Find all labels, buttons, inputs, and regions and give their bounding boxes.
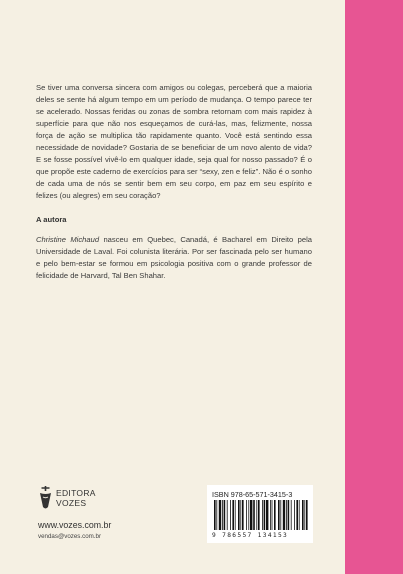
barcode-bar bbox=[291, 500, 292, 530]
barcode-bar bbox=[264, 500, 266, 530]
barcode-bar bbox=[270, 500, 271, 530]
barcode-bar bbox=[296, 500, 298, 530]
barcode-bar bbox=[302, 500, 304, 530]
author-bio: nasceu em Quebec, Canadá, é Bacharel em Direito pela Universidade de Laval. Foi colunista literária. Por ser fascinada pelo ser humano e pelo bem-estar se formou em psicologia positiva com o grande professor de felicidade de Harvard, Tal Ben Shahar. bbox=[36, 235, 313, 280]
barcode-bar bbox=[280, 500, 281, 530]
barcode-bar bbox=[274, 500, 276, 530]
barcode-digits: 9 786557 134153 bbox=[212, 532, 289, 539]
barcode-bar bbox=[253, 500, 255, 530]
back-cover-text bbox=[36, 82, 312, 282]
author-name: Christine Michaud bbox=[36, 235, 100, 244]
isbn-text: ISBN 978-65-571-3415-3 bbox=[212, 490, 293, 499]
barcode-bar bbox=[299, 500, 300, 530]
barcode-bar bbox=[238, 500, 240, 530]
barcode-bar bbox=[235, 500, 236, 530]
barcode-bar bbox=[240, 500, 241, 530]
publisher-name bbox=[56, 488, 96, 508]
barcode-bar bbox=[222, 500, 223, 530]
barcode-bar bbox=[272, 500, 273, 530]
barcode-bars bbox=[212, 500, 308, 532]
barcode-bar bbox=[242, 500, 244, 530]
isbn-barcode bbox=[207, 485, 313, 543]
barcode-bar bbox=[256, 500, 257, 530]
barcode-bar bbox=[216, 500, 217, 530]
barcode-bar bbox=[283, 500, 285, 530]
barcode-bar bbox=[232, 500, 234, 530]
barcode-bar bbox=[214, 500, 216, 530]
publisher-name-line1: EDITORA bbox=[56, 488, 96, 498]
publisher-email[interactable]: vendas@vozes.com.br bbox=[38, 533, 102, 540]
synopsis-paragraph: Se tiver uma conversa sincera com amigos ou colegas, perceberá que a maioria deles se sente há algum tempo em um período de mudança. O tempo parece ter se acelerado. Nossas feridas ou zonas de sombra retornam com mais rapidez à superfície para que não nos esqueçamos de curá-las, mas, felizmente, nossa força de ação se multiplica tão rapidamente quanto. Você está sentindo essa necessidade de novidade? Gostaria de se beneficiar de um novo alento de vida? E se fosse possível vivê-lo em qualquer idade, seja qual for nosso passado? É o que propõe este caderno de exercícios para ser “sexy, zen e feliz”. Não é o sonho de cada uma de nós se sentir bem em seu corpo, em paz em seu espírito e felizes (ou alegres) em seu coração? bbox=[36, 83, 312, 200]
barcode-bar bbox=[248, 500, 249, 530]
barcode-bar bbox=[224, 500, 226, 530]
barcode-bar bbox=[258, 500, 260, 530]
publisher-website[interactable]: www.vozes.com.br bbox=[38, 520, 112, 530]
barcode-bar bbox=[219, 500, 221, 530]
barcode-bar bbox=[278, 500, 280, 530]
barcode-bar bbox=[306, 500, 308, 530]
barcode-bar bbox=[304, 500, 305, 530]
barcode-bar bbox=[230, 500, 231, 530]
publisher-name-line2: VOZES bbox=[56, 498, 87, 508]
barcode-bar bbox=[250, 500, 252, 530]
barcode-bar bbox=[246, 500, 247, 530]
barcode-bar bbox=[286, 500, 287, 530]
barcode-bar bbox=[288, 500, 290, 530]
barcode-bar bbox=[266, 500, 268, 530]
author-section-title: A autora bbox=[36, 215, 67, 224]
barcode-bar bbox=[262, 500, 263, 530]
author-bio-paragraph bbox=[36, 234, 312, 282]
pink-spine-band bbox=[345, 0, 403, 574]
barcode-bar bbox=[294, 500, 295, 530]
publisher-emblem-icon bbox=[38, 485, 53, 511]
publisher-logo bbox=[38, 485, 128, 515]
barcode-bar bbox=[227, 500, 228, 530]
